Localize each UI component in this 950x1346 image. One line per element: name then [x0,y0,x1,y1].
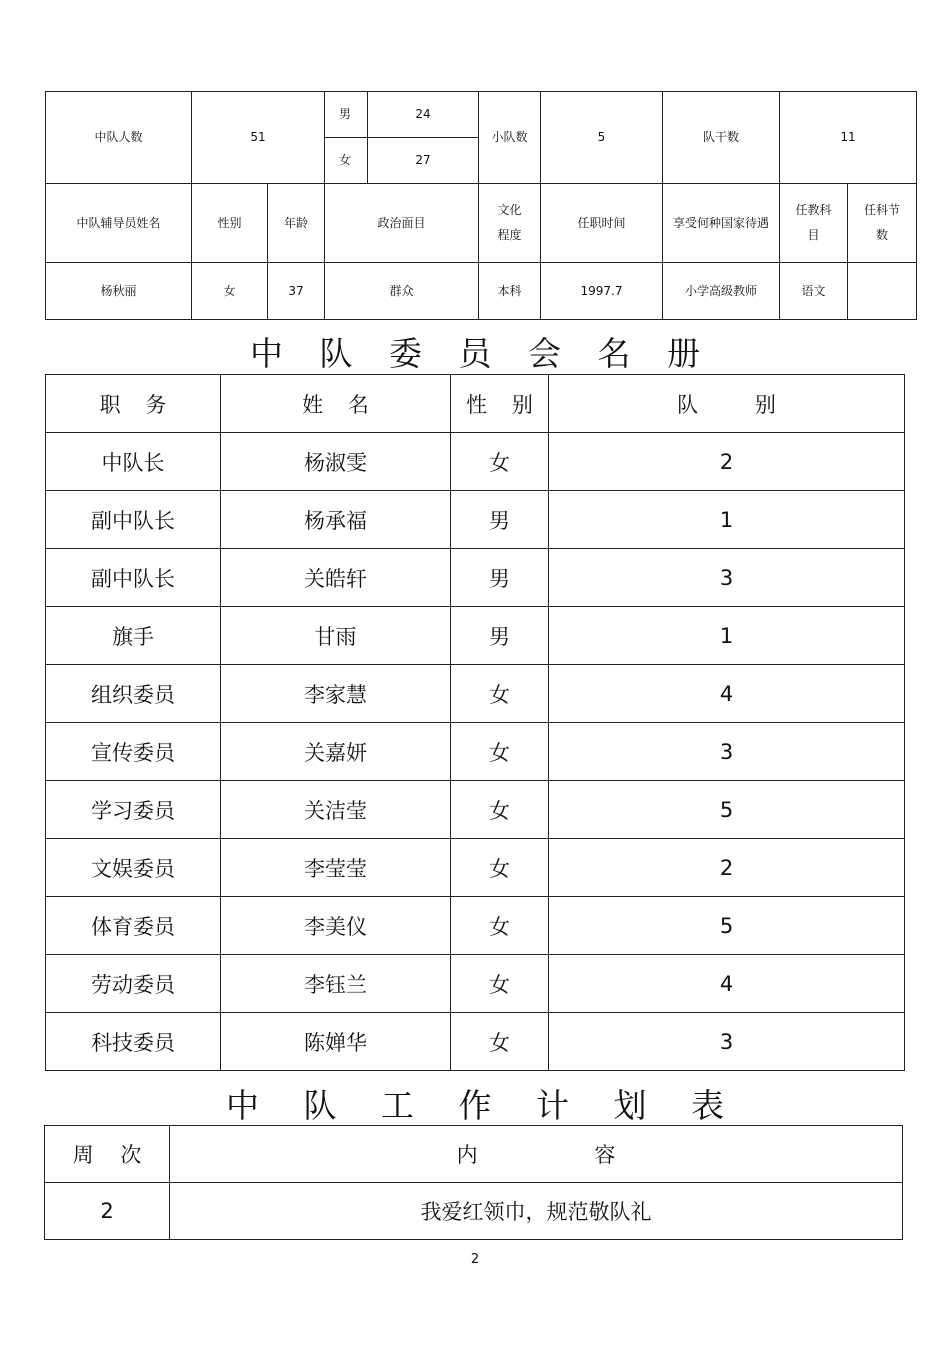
committee-cell: 3 [549,549,905,607]
subteam-label: 小队数 [479,92,541,184]
committee-cell: 女 [451,839,549,897]
committee-cell: 李莹莹 [221,839,451,897]
committee-cell: 关嘉妍 [221,723,451,781]
committee-cell: 学习委员 [46,781,221,839]
counselor-header: 任科节 数 [848,184,917,263]
committee-cell: 女 [451,781,549,839]
table-row [46,723,905,781]
counselor-cell: 37 [268,263,325,320]
committee-cell: 组织委员 [46,665,221,723]
committee-cell: 女 [451,665,549,723]
committee-cell: 男 [451,549,549,607]
committee-cell: 5 [549,781,905,839]
committee-cell: 体育委员 [46,897,221,955]
committee-cell: 关洁莹 [221,781,451,839]
plan-header: 内 容 [170,1126,903,1183]
male-label: 男 [325,92,368,138]
committee-cell: 杨淑雯 [221,433,451,491]
committee-cell: 2 [549,839,905,897]
table-row [46,839,905,897]
counselor-header: 任教科 目 [780,184,848,263]
plan-cell: 2 [45,1183,170,1240]
female-label: 女 [325,138,368,184]
committee-cell: 甘雨 [221,607,451,665]
table-row [46,607,905,665]
committee-cell: 李钰兰 [221,955,451,1013]
committee-cell: 女 [451,897,549,955]
committee-title-text: 中 队 委 员 会 名 册 [250,334,700,373]
committee-cell: 女 [451,1013,549,1071]
committee-cell: 女 [451,955,549,1013]
committee-cell: 宣传委员 [46,723,221,781]
committee-table [45,374,905,1071]
committee-cell: 1 [549,491,905,549]
committee-cell: 男 [451,607,549,665]
table-row [46,433,905,491]
cadre-label: 队干数 [663,92,780,184]
committee-cell: 4 [549,955,905,1013]
counselor-cell: 语文 [780,263,848,320]
committee-cell: 李美仪 [221,897,451,955]
counselor-header: 享受何种国家待遇 [663,184,780,263]
committee-cell: 副中队长 [46,549,221,607]
plan-cell: 我爱红领巾，规范敬队礼 [170,1183,903,1240]
committee-cell: 女 [451,723,549,781]
committee-cell: 3 [549,1013,905,1071]
committee-cell: 3 [549,723,905,781]
committee-cell: 1 [549,607,905,665]
counselor-header: 性别 [192,184,268,263]
committee-cell: 李家慧 [221,665,451,723]
committee-cell: 旗手 [46,607,221,665]
counselor-cell: 小学高级教师 [663,263,780,320]
male-value: 24 [368,92,479,138]
counselor-cell: 杨秋丽 [46,263,192,320]
table-row [46,955,905,1013]
committee-cell: 文娱委员 [46,839,221,897]
committee-header: 性 别 [451,375,549,433]
counselor-cell: 1997.7 [541,263,663,320]
committee-cell: 关皓轩 [221,549,451,607]
table-row [46,897,905,955]
table-row [46,781,905,839]
total-value: 51 [192,92,325,184]
counselor-cell [848,263,917,320]
committee-cell: 陈婵华 [221,1013,451,1071]
committee-cell: 5 [549,897,905,955]
counselor-header: 年龄 [268,184,325,263]
committee-cell: 4 [549,665,905,723]
plan-header: 周 次 [45,1126,170,1183]
total-label: 中队人数 [46,92,192,184]
counselor-cell: 群众 [325,263,479,320]
table-row [46,549,905,607]
committee-cell: 杨承福 [221,491,451,549]
counselor-header: 任职时间 [541,184,663,263]
plan-title [0,1080,950,1127]
plan-table [44,1125,903,1240]
table-row [46,491,905,549]
table-row [45,1183,903,1240]
committee-header: 职 务 [46,375,221,433]
committee-cell: 女 [451,433,549,491]
counselor-cell: 女 [192,263,268,320]
squad-info-table [45,91,917,320]
female-value: 27 [368,138,479,184]
subteam-value: 5 [541,92,663,184]
page-number: 2 [470,1252,480,1267]
committee-cell: 2 [549,433,905,491]
committee-header: 姓 名 [221,375,451,433]
committee-header: 队 别 [549,375,905,433]
plan-title-text: 中 队 工 作 计 划 表 [226,1086,724,1125]
committee-cell: 男 [451,491,549,549]
committee-title [0,328,950,375]
counselor-header: 文化 程度 [479,184,541,263]
table-row [46,665,905,723]
committee-cell: 中队长 [46,433,221,491]
counselor-cell: 本科 [479,263,541,320]
counselor-header: 中队辅导员姓名 [46,184,192,263]
counselor-header: 政治面目 [325,184,479,263]
cadre-value: 11 [780,92,917,184]
table-row [46,1013,905,1071]
committee-cell: 副中队长 [46,491,221,549]
committee-cell: 科技委员 [46,1013,221,1071]
committee-cell: 劳动委员 [46,955,221,1013]
